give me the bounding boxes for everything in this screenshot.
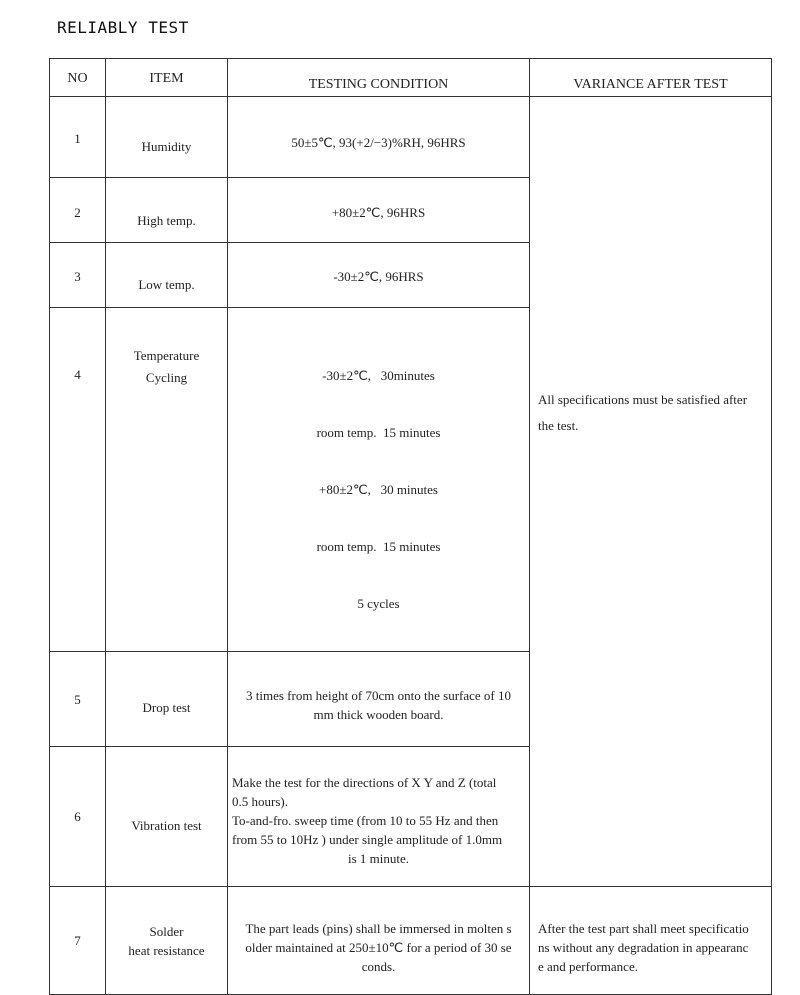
condition-line: 3 times from height of 70cm onto the surface of 10 [246, 688, 511, 703]
table-row [50, 887, 772, 995]
variance-line: After the test part shall meet specificatio [538, 921, 749, 936]
row-condition [228, 97, 530, 178]
row-number: 2 [50, 178, 106, 243]
row-condition [228, 243, 530, 308]
item-line: heat resistance [128, 943, 205, 958]
condition-line: from 55 to 10Hz ) under single amplitude of 1.0mm [232, 832, 503, 847]
header-item: ITEM [106, 59, 228, 97]
variance-line: e and performance. [538, 959, 638, 974]
item-line: Drop test [142, 700, 191, 715]
row-number: 3 [50, 243, 106, 308]
variance-row7-cell [530, 887, 772, 995]
condition-line: conds. [361, 959, 396, 974]
row-number: 4 [50, 308, 106, 652]
variance-common-cell [530, 97, 772, 887]
condition-line: 50±5℃, 93(+2/−3)%RH, 96HRS [291, 135, 466, 150]
row-item [106, 747, 228, 887]
row-number: 5 [50, 652, 106, 747]
variance-line: All specifications must be satisfied after [538, 392, 748, 407]
item-line: High temp. [137, 213, 196, 228]
row-condition [228, 652, 530, 747]
row-item [106, 178, 228, 243]
row-item [106, 97, 228, 178]
condition-line: older maintained at 250±10℃ for a period of 30 se [245, 940, 512, 955]
item-line: Cycling [145, 370, 188, 385]
condition-line: To-and-fro. sweep time (from 10 to 55 Hz and then [232, 813, 499, 828]
condition-line: The part leads (pins) shall be immersed in molten s [245, 921, 512, 936]
row-item [106, 243, 228, 308]
row-number: 6 [50, 747, 106, 887]
row-condition [228, 308, 530, 652]
item-line: Vibration test [131, 818, 202, 833]
header-variance-after-test: VARIANCE AFTER TEST [530, 59, 772, 97]
condition-line: room temp. 15 minutes [316, 425, 441, 440]
condition-line: mm thick wooden board. [313, 707, 444, 722]
row-condition [228, 747, 530, 887]
condition-line: -30±2℃, 96HRS [333, 269, 424, 284]
row-condition [228, 887, 530, 995]
condition-line: Make the test for the directions of X Y and Z (total [232, 775, 497, 790]
condition-line: +80±2℃, 30 minutes [319, 482, 438, 497]
header-row [50, 59, 772, 97]
page-title: RELIABLY TEST [57, 18, 189, 37]
item-line: Solder [149, 924, 184, 939]
row-number: 1 [50, 97, 106, 178]
condition-line: is 1 minute. [347, 851, 410, 866]
condition-line: +80±2℃, 96HRS [331, 205, 426, 220]
row-item [106, 887, 228, 995]
table-row [50, 97, 772, 178]
row-condition [228, 178, 530, 243]
condition-line: 0.5 hours). [232, 794, 288, 809]
row-item [106, 308, 228, 652]
row-number: 7 [50, 887, 106, 995]
row-item [106, 652, 228, 747]
item-line: Low temp. [138, 277, 195, 292]
header-no: NO [50, 59, 106, 97]
condition-line: 5 cycles [357, 596, 400, 611]
variance-line: ns without any degradation in appearanc [538, 940, 749, 955]
condition-line: room temp. 15 minutes [316, 539, 441, 554]
reliability-test-table [49, 58, 772, 995]
variance-line: the test. [538, 418, 579, 433]
condition-line: -30±2℃, 30minutes [322, 368, 435, 383]
item-line: Humidity [141, 139, 192, 154]
item-line: Temperature [133, 348, 200, 363]
header-testing-condition: TESTING CONDITION [228, 59, 530, 97]
